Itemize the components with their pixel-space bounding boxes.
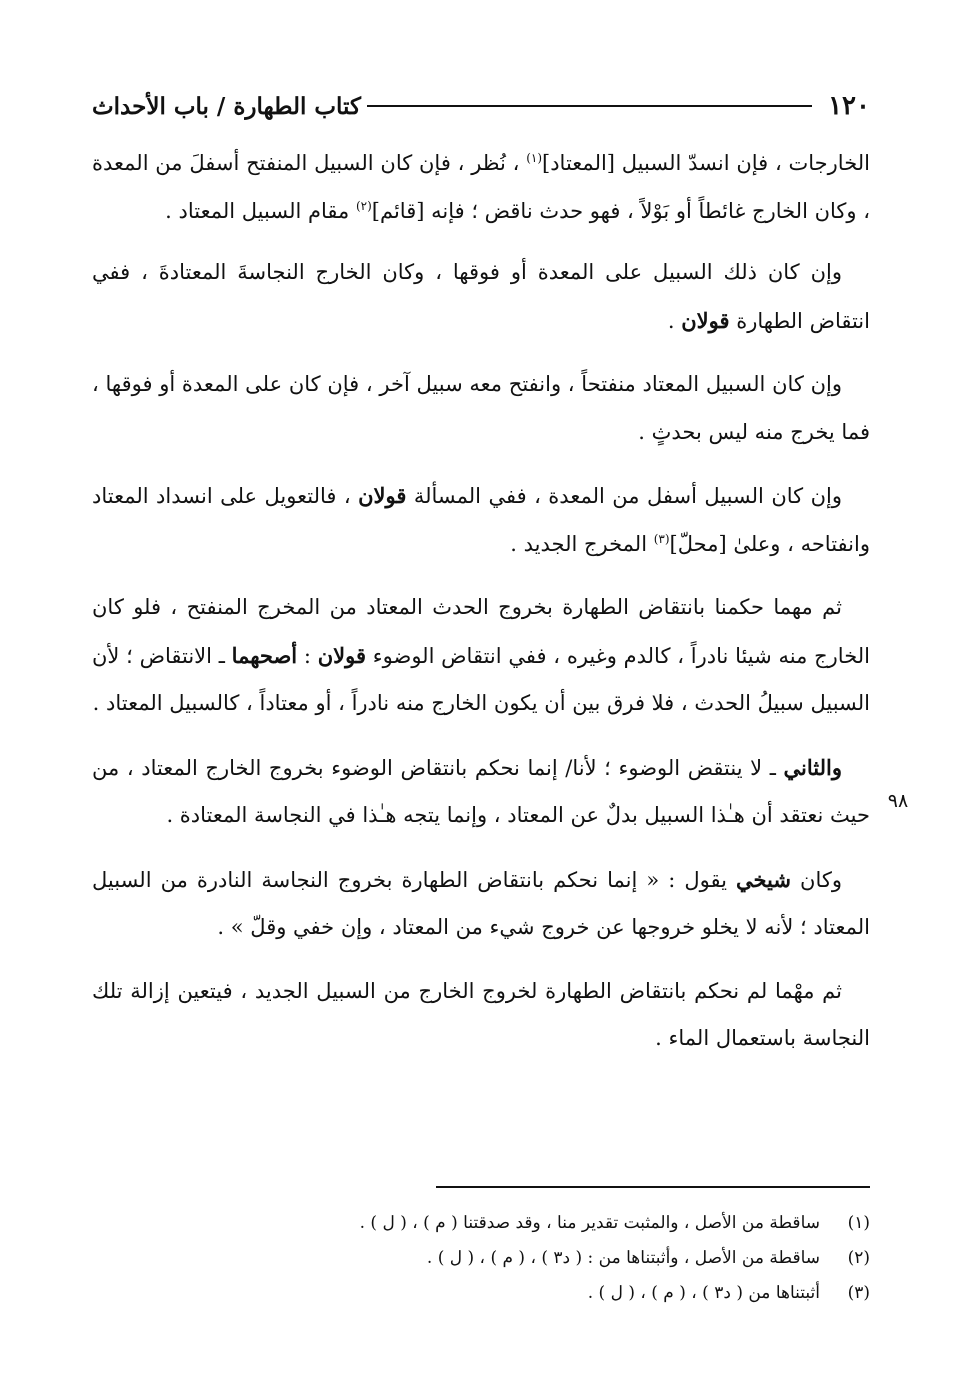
running-title: كتاب الطهارة / باب الأحداث bbox=[92, 92, 361, 120]
margin-page-reference: ٩٨ bbox=[887, 790, 909, 812]
paragraph bbox=[92, 968, 870, 1063]
text-run: ـ الانتقاض ؛ لأن السبيل سبيلُ الحدث ، فلا فرق بين أن يكون الخارج منه نادراً ، أو معتاداً ، كالسبيل المعتاد . bbox=[92, 643, 870, 715]
bold-term: والثاني bbox=[783, 754, 842, 780]
paragraph bbox=[92, 472, 870, 568]
text-run: مقام السبيل المعتاد . bbox=[165, 198, 356, 223]
text-run: المخرج الجديد . bbox=[510, 531, 654, 556]
footnote-marker: (١) bbox=[526, 151, 543, 165]
text-run: الخارجات ، فإن انسدّ السبيل [المعتاد] bbox=[542, 151, 870, 175]
footnote-number: (٢) bbox=[847, 1248, 870, 1268]
paragraph bbox=[92, 140, 870, 235]
bold-term: قولان bbox=[358, 483, 407, 508]
text-run: ثم مهما حكمنا بانتقاض الطهارة بخروج الحدث المعتاد من المخرج المنفتح ، فلو كان الخارج منه شيئا نادراً ، كالدم وغيره ، ففي انتقاض الوضوء bbox=[92, 595, 870, 668]
footnote-text: أثبتناها من ( د٣ ) ، ( م ) ، ( ل ) . bbox=[587, 1283, 820, 1303]
footnote-number: (١) bbox=[847, 1213, 870, 1233]
text-run: ، فالتعويل على انسداد المعتاد وانفتاحه ، وعلىٰ [محلّ] bbox=[92, 484, 870, 556]
bold-term: قولان bbox=[681, 307, 730, 333]
header-rule bbox=[367, 105, 812, 107]
paragraph bbox=[92, 744, 870, 840]
footnote-marker: (٣) bbox=[653, 531, 670, 546]
paragraph bbox=[92, 584, 870, 728]
paragraph bbox=[92, 249, 870, 345]
text-run: وإن كان السبيل المعتاد منفتحاً ، وانفتح معه سبيل آخر ، فإن كان على المعدة أو فوقها ، فما يخرج منه ليس بحدثٍ . bbox=[92, 372, 870, 444]
text-run: ثم مهْما لم نحكم بانتقاض الطهارة لخروج الخارج من السبيل الجديد ، فيتعين إزالة تلك النجاسة باستعمال الماء . bbox=[92, 978, 870, 1050]
text-run: ـ لا ينتقض الوضوء ؛ لأنا/ إنما نحكم بانتقاض الوضوء بخروج الخارج المعتاد ، من حيث نعتقد أن هـٰذا السبيل بدلٌ عن المعتاد ، وإنما يتجه هـٰذا في النجاسة المعتادة . bbox=[92, 755, 870, 827]
footnote bbox=[92, 1276, 870, 1311]
bold-term: قولان bbox=[317, 642, 367, 668]
paragraph bbox=[92, 361, 870, 456]
text-run: وإن كان السبيل أسفل من المعدة ، ففي المسألة bbox=[406, 484, 842, 508]
page-header bbox=[92, 86, 870, 126]
paragraph bbox=[92, 856, 870, 952]
text-run: يقول : « إنما نحكم بانتقاض الطهارة بخروج النجاسة النادرة من السبيل المعتاد ؛ لأنه لا يخلو خروجها عن خروج شيء من المعتاد ، وإن خفي وقلّ » . bbox=[92, 867, 870, 939]
footnote-separator bbox=[436, 1186, 870, 1188]
page-number: ١٢٠ bbox=[828, 91, 870, 121]
footnote bbox=[92, 1241, 870, 1276]
footnotes bbox=[92, 1206, 870, 1311]
body-text bbox=[92, 140, 870, 1079]
text-run: . bbox=[667, 308, 682, 333]
footnote-marker: (٢) bbox=[355, 198, 372, 213]
footnote bbox=[92, 1206, 870, 1241]
bold-term: أصحهما bbox=[231, 642, 298, 668]
bold-term: شيخي bbox=[735, 866, 791, 892]
text-run: وإن كان ذلك السبيل على المعدة أو فوقها ، وكان الخارج النجاسةَ المعتادةَ ، ففي انتقاض الطهارة bbox=[92, 260, 870, 333]
footnote-number: (٣) bbox=[847, 1283, 870, 1303]
text-run: ، نُظر ، فإن كان السبيل المنفتح أسفلَ من المعدة ، وكان الخارج غائطاً أو بَوْلاً ، فهو حدث ناقض ؛ فإنه [قائم] bbox=[92, 151, 870, 223]
footnote-text: ساقطة من الأصل ، وأثبتناها من : ( د٣ ) ، ( م ) ، ( ل ) . bbox=[426, 1248, 820, 1268]
text-run: وكان bbox=[790, 867, 842, 892]
footnote-text: ساقطة من الأصل ، والمثبت تقدير منا ، وقد صدقتنا ( م ) ، ( ل ) . bbox=[359, 1213, 820, 1233]
text-run: : bbox=[297, 643, 318, 668]
